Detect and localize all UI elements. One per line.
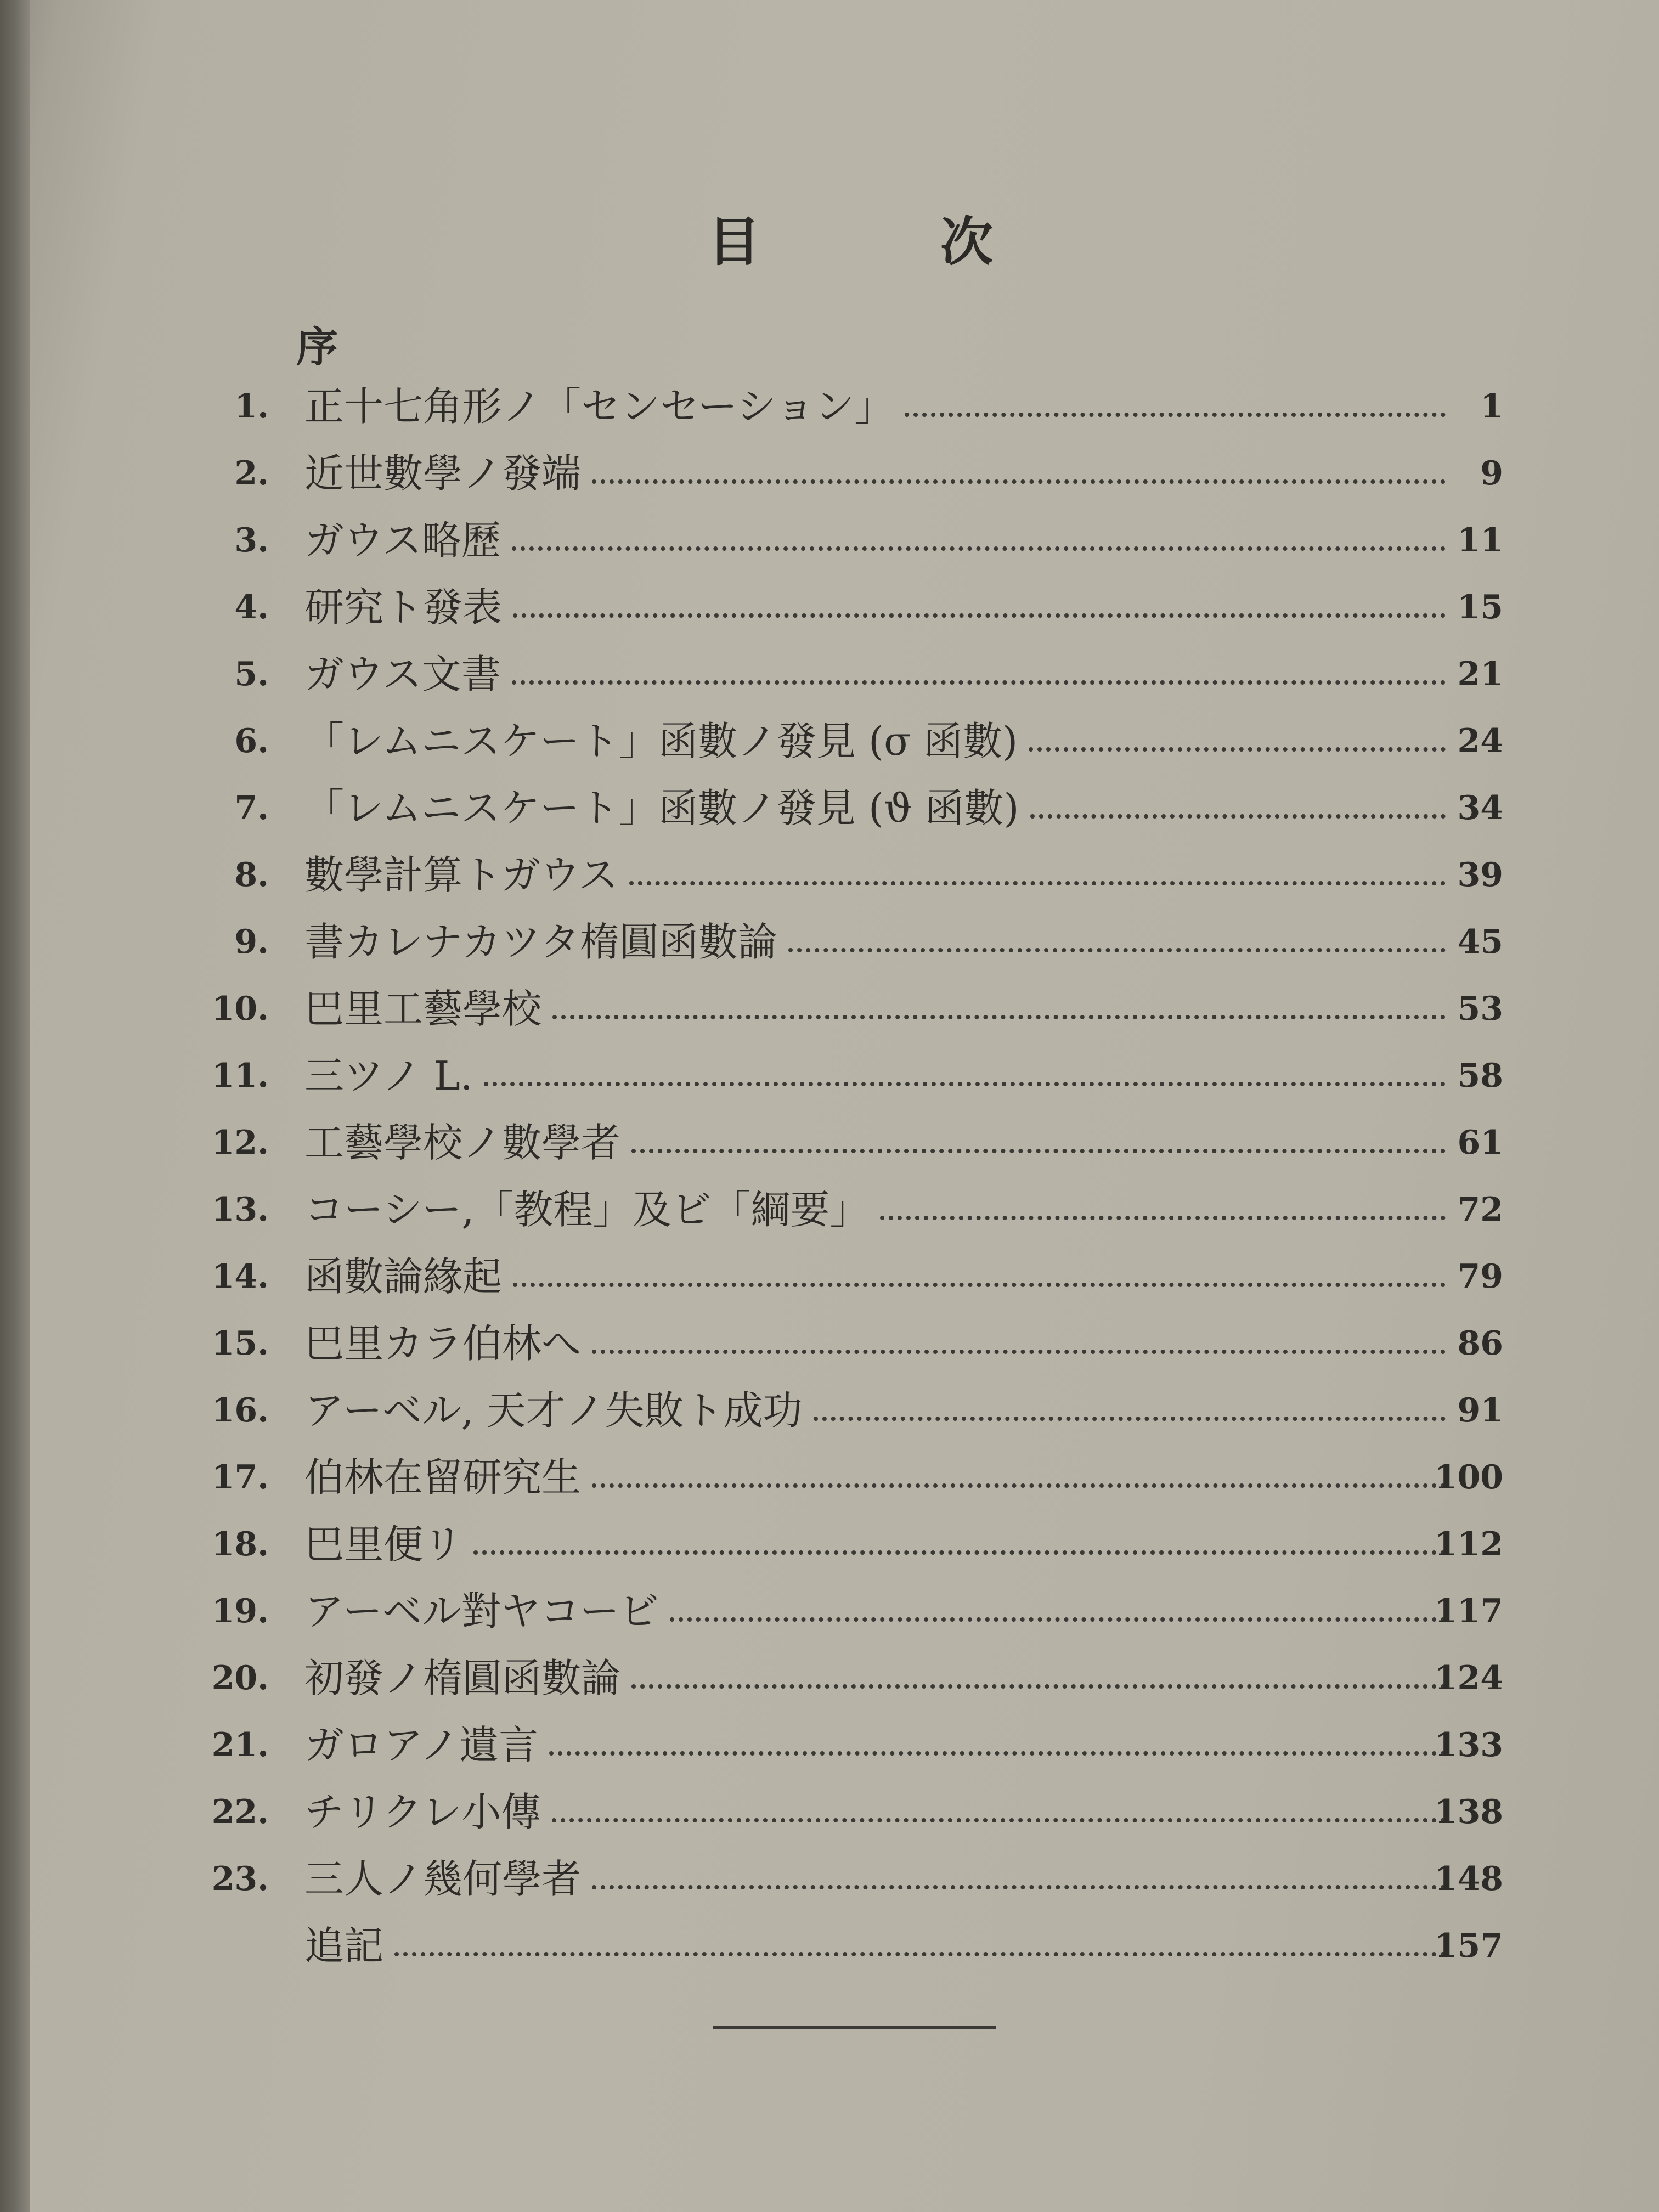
entry-number: 8. (234, 856, 269, 894)
entry-title: 初發ノ楕圓函數論 (304, 1655, 621, 1701)
entry-page-number: 58 (1457, 1057, 1503, 1095)
toc-entry-postscript (208, 1916, 1503, 1976)
entry-page-number: 133 (1434, 1726, 1503, 1764)
entry-page-number: 79 (1457, 1257, 1503, 1296)
entry-page-number: 39 (1457, 856, 1503, 894)
entry-title-line (304, 443, 1451, 504)
entry-page-number: 21 (1457, 655, 1503, 693)
entry-page-number: 157 (1434, 1927, 1503, 1965)
entry-title-line (304, 1849, 1451, 1909)
entry-title: コーシー,「教程」及ビ「綱要」 (304, 1187, 870, 1233)
toc-entry (208, 1113, 1503, 1173)
entry-page-number: 100 (1434, 1458, 1503, 1497)
entry-title: 研究ト發表 (304, 584, 503, 630)
entry-title-line (304, 1581, 1451, 1641)
dot-leader (552, 1015, 1446, 1019)
entry-page-number: 34 (1457, 789, 1503, 827)
entry-title-line (304, 1046, 1451, 1106)
dot-leader (513, 1283, 1446, 1287)
dot-leader (788, 948, 1446, 952)
toc-entry (208, 1380, 1503, 1441)
entry-page-number: 117 (1434, 1592, 1503, 1630)
entry-number: 14. (211, 1257, 269, 1296)
entry-title: 近世數學ノ發端 (304, 450, 582, 496)
entry-title-line (304, 711, 1451, 771)
entry-title: アーベル對ヤコービ (304, 1588, 659, 1634)
toc-entry (208, 711, 1503, 771)
toc-entry (208, 1046, 1503, 1106)
entry-number: 16. (211, 1391, 269, 1430)
toc-entry (208, 1849, 1503, 1909)
entry-title: 巴里便リ (304, 1521, 463, 1567)
entry-title: 三人ノ幾何學者 (304, 1856, 582, 1902)
toc-entry (208, 577, 1503, 637)
entry-title: 數學計算トガウス (304, 852, 618, 898)
entry-number: 4. (234, 588, 269, 627)
entry-title-line (304, 1313, 1451, 1374)
entry-page-number: 15 (1457, 588, 1503, 627)
toc-heading-part1: 目 (708, 211, 760, 273)
toc-entry (208, 1648, 1503, 1708)
toc-entry (208, 1581, 1503, 1641)
dot-leader (592, 1885, 1446, 1889)
toc-entry (208, 1313, 1503, 1374)
entry-title: 三ツノ L. (304, 1053, 473, 1099)
page-binding-shadow (0, 0, 30, 2212)
entry-title-line (304, 644, 1451, 704)
entry-title-line (304, 1246, 1451, 1307)
entry-title-line (304, 510, 1451, 571)
entry-number: 23. (211, 1860, 269, 1898)
toc-entry (208, 443, 1503, 504)
entry-title: 伯林在留研究生 (304, 1454, 582, 1500)
entry-page-number: 61 (1457, 1124, 1503, 1162)
dot-leader (631, 1684, 1446, 1689)
toc-entry (208, 510, 1503, 571)
entry-title-line (304, 912, 1451, 972)
toc-heading-part2: 次 (940, 211, 993, 273)
dot-leader (394, 1952, 1446, 1956)
toc-entry (208, 1180, 1503, 1240)
dot-leader (512, 546, 1446, 551)
entry-number: 5. (234, 655, 269, 693)
dot-leader (880, 1216, 1446, 1220)
entry-title: アーベル, 天才ノ失敗ト成功 (304, 1387, 803, 1434)
entry-page-number: 72 (1457, 1190, 1503, 1229)
entry-page-number: 112 (1434, 1525, 1503, 1564)
entry-page-number: 138 (1434, 1793, 1503, 1831)
entry-title: 巴里工藝學校 (304, 986, 542, 1032)
dot-leader (513, 613, 1446, 618)
dot-leader (592, 1483, 1446, 1488)
entry-title: ガロアノ遺言 (304, 1722, 539, 1768)
toc-entry (208, 1715, 1503, 1775)
toc-entry (208, 1514, 1503, 1575)
entry-title-line (304, 1180, 1451, 1240)
entry-title-line (304, 1113, 1451, 1173)
entry-page-number: 53 (1457, 990, 1503, 1028)
entry-title-line (304, 1514, 1451, 1575)
dot-leader (629, 881, 1446, 885)
entry-page-number: 91 (1457, 1391, 1503, 1430)
entry-number: 10. (211, 990, 269, 1028)
entry-title-line (304, 845, 1451, 905)
entry-page-number: 24 (1457, 722, 1503, 760)
toc-entry (208, 979, 1503, 1039)
dot-leader (814, 1417, 1446, 1421)
entry-number: 12. (211, 1124, 269, 1162)
entry-page-number: 1 (1480, 387, 1503, 426)
entry-title-line (304, 1380, 1451, 1441)
entry-title: 工藝學校ノ數學者 (304, 1120, 621, 1166)
entry-page-number: 86 (1457, 1324, 1503, 1363)
dot-leader (670, 1617, 1446, 1622)
entry-title: ガウス文書 (304, 651, 501, 697)
entry-number: 21. (211, 1726, 269, 1764)
toc-entry (208, 376, 1503, 437)
entry-number: 9. (234, 923, 269, 961)
entry-title: 「レムニスケート」函數ノ發見 (σ 函數) (304, 718, 1018, 764)
entry-title: 書カレナカツタ楕圓函數論 (304, 919, 777, 965)
entry-title-line (304, 1715, 1451, 1775)
entry-number: 6. (234, 722, 269, 760)
toc-entry (208, 1447, 1503, 1508)
entry-title: 函數論緣起 (304, 1254, 503, 1300)
toc-heading (708, 200, 993, 275)
dot-leader (552, 1818, 1446, 1822)
toc-entry (208, 912, 1503, 972)
entry-number: 18. (211, 1525, 269, 1564)
entry-page-number: 45 (1457, 923, 1503, 961)
entry-title-line (304, 577, 1451, 637)
entry-title: チリクレ小傳 (304, 1789, 541, 1835)
entry-number: 19. (211, 1592, 269, 1630)
toc-entry (208, 1782, 1503, 1842)
toc-entry (208, 644, 1503, 704)
dot-leader (592, 479, 1446, 484)
entry-title-line (304, 979, 1451, 1039)
entry-page-number: 148 (1434, 1860, 1503, 1898)
entry-title: 追記 (304, 1923, 384, 1969)
dot-leader (512, 680, 1446, 685)
entry-title-line (304, 1916, 1451, 1976)
entry-number: 2. (234, 454, 269, 493)
dot-leader (549, 1751, 1446, 1756)
entry-number: 17. (211, 1458, 269, 1497)
entry-number: 15. (211, 1324, 269, 1363)
bottom-divider-rule (713, 2026, 996, 2029)
entry-title: 「レムニスケート」函數ノ發見 (ϑ 函數) (304, 785, 1019, 831)
entry-page-number: 11 (1457, 521, 1503, 560)
entry-title: 巴里カラ伯林へ (304, 1321, 582, 1367)
entry-number: 7. (234, 789, 269, 827)
dot-leader (473, 1550, 1446, 1555)
entry-page-number: 124 (1434, 1659, 1503, 1697)
toc-entry (208, 778, 1503, 838)
toc-preface-entry: 序 (296, 323, 338, 371)
entry-title-line (304, 1782, 1451, 1842)
entry-title-line (304, 1648, 1451, 1708)
dot-leader (631, 1149, 1446, 1153)
entry-number: 11. (211, 1057, 269, 1095)
entry-title-line (304, 778, 1451, 838)
entry-number: 3. (234, 521, 269, 560)
dot-leader (905, 413, 1446, 417)
toc-entry (208, 845, 1503, 905)
dot-leader (484, 1082, 1446, 1086)
entry-title: 正十七角形ノ「センセーション」 (304, 383, 894, 430)
entry-title-line (304, 376, 1451, 437)
entry-number: 20. (211, 1659, 269, 1697)
entry-number: 13. (211, 1190, 269, 1229)
dot-leader (592, 1350, 1446, 1354)
entry-number: 1. (234, 387, 269, 426)
entry-title: ガウス略歷 (304, 517, 501, 563)
entry-number: 22. (211, 1793, 269, 1831)
toc-entry (208, 1246, 1503, 1307)
entry-title-line (304, 1447, 1451, 1508)
entry-page-number: 9 (1480, 454, 1503, 493)
